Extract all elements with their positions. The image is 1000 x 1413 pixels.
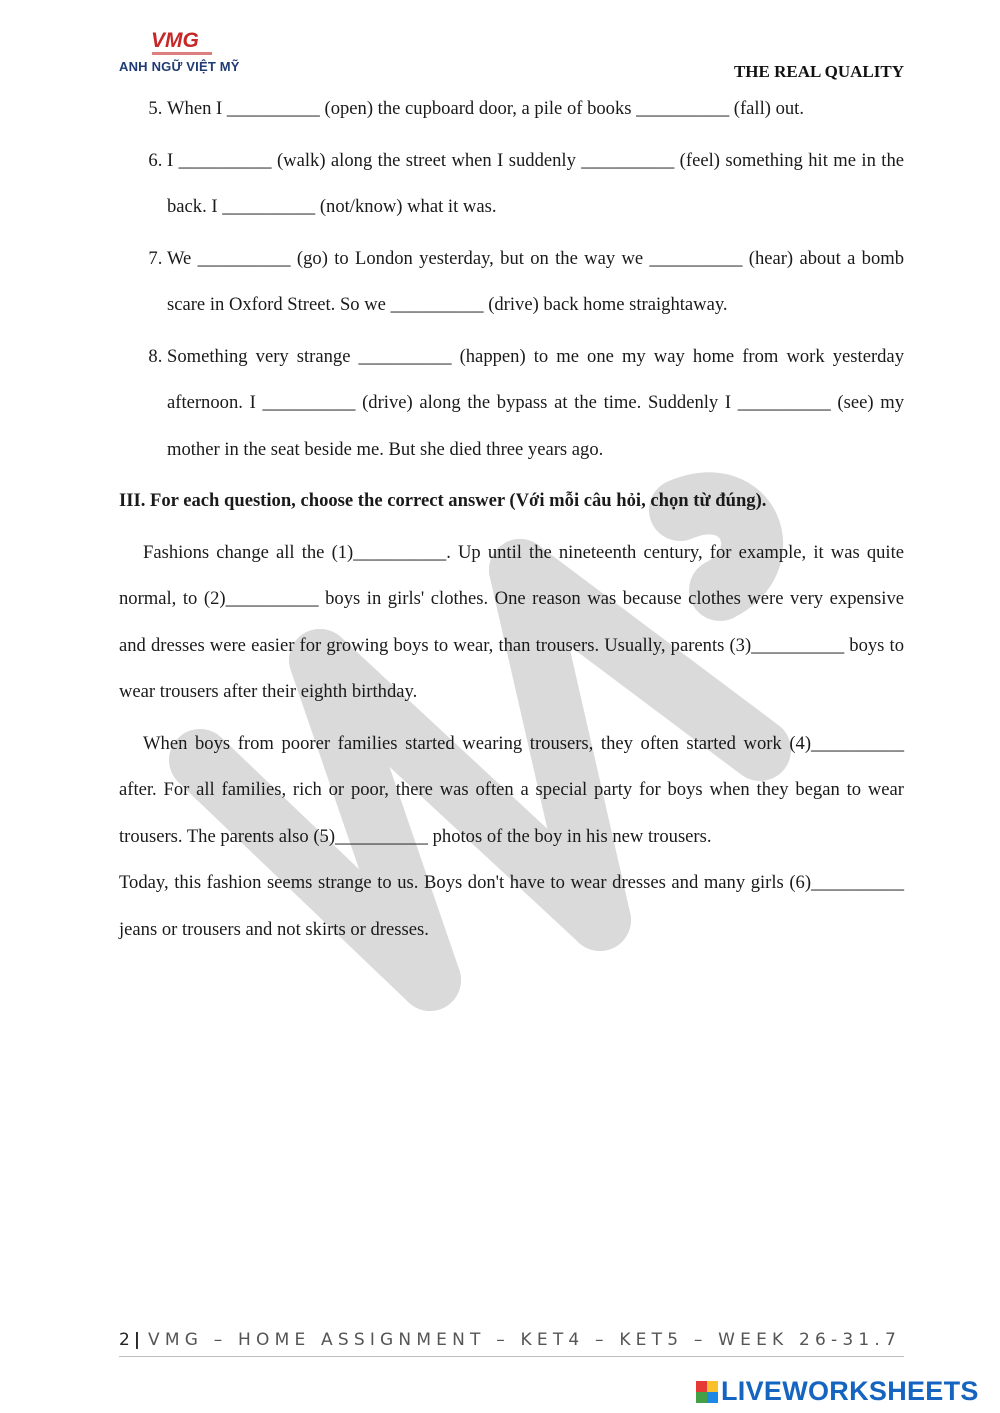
logo-text: ANH NGỮ VIỆT MỸ — [119, 59, 240, 74]
logo-underline — [152, 52, 212, 55]
passage-paragraph-2: When boys from poorer families started wearing trousers, they often started work (4)__________ after. For all families, rich or poor, there was often a special party for boys when they began to wear trousers. The parents also (5)__________ photos of the boy in his new trousers. — [119, 732, 904, 847]
lw-icon-square-l — [696, 1381, 707, 1392]
exercise-item-5: 5. When I __________ (open) the cupboard door, a pile of books __________ (fall) out. — [167, 86, 904, 133]
exercise-item-8: 8. Something very strange __________ (happen) to me one my way home from work yesterday afternoon. I __________ (drive) along the bypass at the time. Suddenly I __________ (see) my mother in the seat beside me. But she died three years ago. — [167, 334, 904, 474]
liveworksheets-icon — [696, 1381, 718, 1403]
passage-paragraph-1: Fashions change all the (1)__________. Up until the nineteenth century, for example, it was quite normal, to (2)__________ boys in girls' clothes. One reason was because clothes were very expensive and dresses were easier for growing boys to wear, than trousers. Usually, parents (3)__________ boys to wear trousers after their eighth birthday. — [119, 541, 904, 702]
exercise-list — [119, 86, 904, 473]
vmg-logo — [119, 30, 259, 74]
page-number: 2 — [119, 1330, 130, 1350]
section-3-heading: III. For each question, choose the correct answer (Với mỗi câu hỏi, chọn từ đúng). — [119, 490, 767, 511]
lw-icon-square-i — [707, 1381, 718, 1392]
lw-icon-square-v — [696, 1392, 707, 1403]
logo-brand: VMG — [151, 29, 199, 52]
page-footer — [119, 1330, 904, 1350]
worksheet-content — [119, 86, 904, 958]
footer-text: VMG – HOME ASSIGNMENT – KET4 – KET5 – WEEK 26-31.7 — [148, 1330, 901, 1350]
exercise-item-7: 7. We __________ (go) to London yesterday, but on the way we __________ (hear) about a bomb scare in Oxford Street. So we __________ (drive) back home straightaway. — [167, 236, 904, 329]
footer-separator: | — [133, 1330, 141, 1350]
exercise-item-6: 6. I __________ (walk) along the street when I suddenly __________ (feel) something hit me in the back. I __________ (not/know) what it was. — [167, 138, 904, 231]
passage-paragraph-3: Today, this fashion seems strange to us. Boys don't have to wear dresses and many girls (6)__________ jeans or trousers and not skirts or dresses. — [119, 872, 904, 940]
footer-divider — [119, 1356, 904, 1357]
lw-icon-square-e — [707, 1392, 718, 1403]
liveworksheets-wordmark: LIVEWORKSHEETS — [721, 1376, 979, 1406]
liveworksheets-logo[interactable] — [696, 1376, 979, 1407]
header-tagline: THE REAL QUALITY — [733, 62, 904, 81]
